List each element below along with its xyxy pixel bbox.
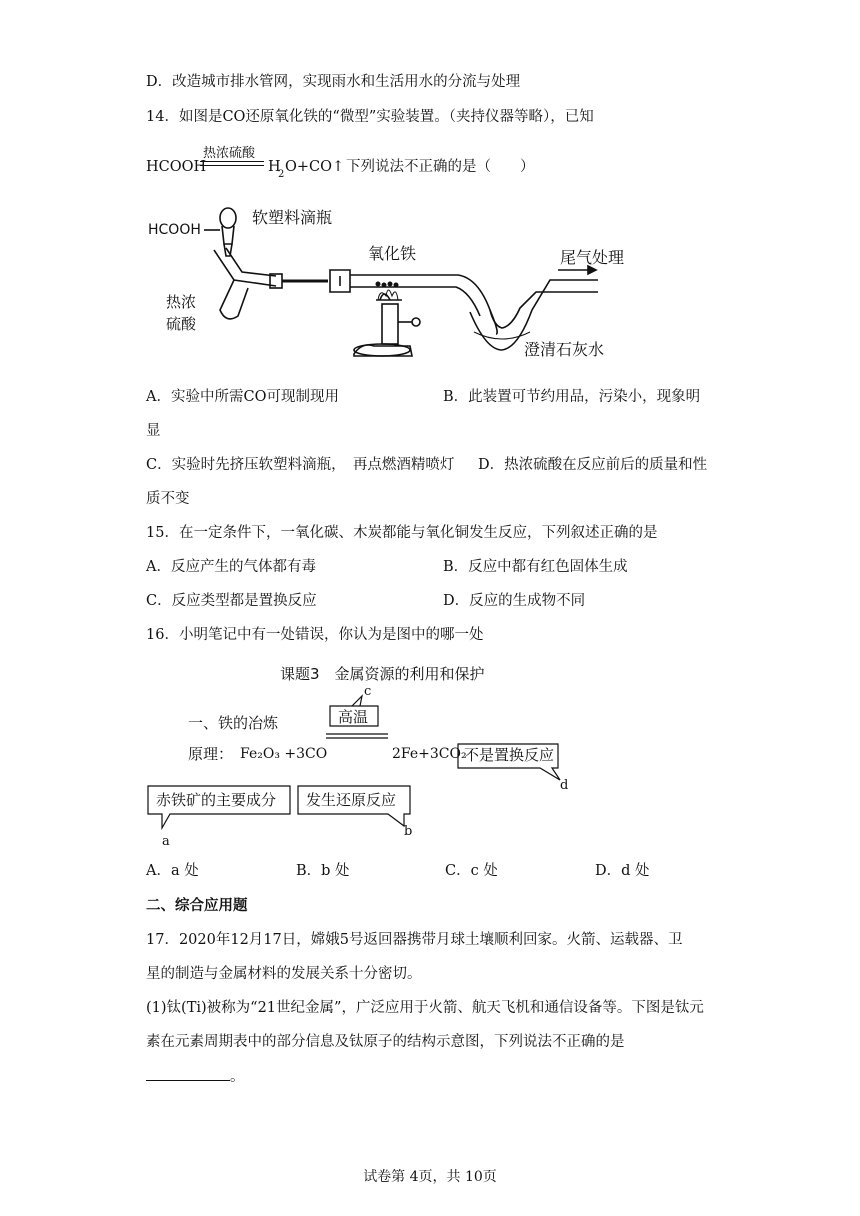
- mark-c: c: [364, 684, 372, 699]
- label-limewater: 澄清石灰水: [524, 340, 605, 359]
- eq-condition: 热浓硫酸: [203, 146, 256, 161]
- label-ferric-oxide: 氧化铁: [368, 244, 417, 263]
- q15-stem: 15．在一定条件下，一氧化碳、木炭都能与氧化铜发生反应，下列叙述正确的是: [146, 525, 658, 541]
- label-hot-acid-1: 热浓: [166, 293, 197, 311]
- q14-option-b: B．此装置可节约用品，污染小，现象明: [443, 389, 701, 405]
- q15-option-d: D．反应的生成物不同: [443, 593, 586, 609]
- notes-products: 2Fe+3CO₂: [392, 746, 467, 762]
- q16-stem: 16．小明笔记中有一处错误，你认为是图中的哪一处: [146, 627, 484, 643]
- q17-line-4: 素在元素周期表中的部分信息及钛原子的结构示意图，下列说法不正确的是: [146, 1034, 625, 1050]
- q17-line-3: (1)钛(Ti)被称为“21世纪金属”，广泛应用于火箭、航天飞机和通信设备等。下图是钛元: [146, 1000, 704, 1016]
- mark-d: d: [560, 778, 569, 793]
- q13-option-d: D．改造城市排水管网，实现雨水和生活用水的分流与处理: [146, 74, 521, 90]
- eq-line-2: [200, 165, 264, 166]
- q17-line-2: 星的制造与金属材料的发展关系十分密切。: [146, 966, 422, 982]
- mark-b: b: [404, 824, 413, 839]
- q16-notes-figure: [140, 656, 580, 856]
- box-a-text: 赤铁矿的主要成分: [156, 791, 277, 809]
- label-tail-gas: 尾气处理: [560, 248, 625, 267]
- notes-principle: 原理：: [188, 745, 234, 763]
- q14-option-a: A．实验中所需CO可现制现用: [146, 389, 339, 405]
- box-b-text: 发生还原反应: [306, 791, 397, 809]
- answer-blank[interactable]: [146, 1066, 230, 1081]
- q16-option-b: B．b 处: [296, 863, 350, 879]
- q17-answer-line: [146, 1066, 245, 1087]
- q14-option-d-cont: 质不变: [146, 491, 190, 507]
- label-hot-acid-2: 硫酸: [166, 315, 197, 333]
- q16-option-a: A．a 处: [146, 863, 199, 879]
- q15-option-b: B．反应中都有红色固体生成: [443, 559, 628, 575]
- label-dropper-bottle: 软塑料滴瓶: [252, 208, 333, 227]
- page-footer: 试卷第 4页，共 10页: [363, 1169, 497, 1185]
- eq-h: H: [268, 159, 281, 175]
- eq-reactant: HCOOH: [146, 159, 207, 175]
- q14-option-b-cont: 显: [146, 423, 161, 439]
- section-heading: 二、综合应用题: [146, 897, 248, 914]
- notes-condition: 高温: [338, 708, 369, 726]
- notes-section: 一、铁的冶炼: [188, 714, 279, 732]
- q15-option-a: A．反应产生的气体都有毒: [146, 559, 316, 575]
- q14-stem: 14．如图是CO还原氧化铁的“微型”实验装置。（夹持仪器等略），已知: [146, 109, 594, 125]
- box-d-text: 不是置换反应: [464, 746, 555, 764]
- dropper-bulb: [220, 208, 236, 228]
- q14-apparatus-figure: [140, 200, 625, 370]
- eq-subscript: 2: [278, 169, 285, 180]
- notes-reactants: Fe₂O₃ +3CO: [240, 746, 328, 762]
- q14-option-c: C．实验时先挤压软塑料滴瓶， 再点燃酒精喷灯: [146, 457, 455, 473]
- q15-option-c: C．反应类型都是置换反应: [146, 593, 317, 609]
- q16-option-c: C．c 处: [445, 863, 498, 879]
- eq-question: 下列说法不正确的是（ ）: [346, 159, 535, 175]
- q16-option-d: D．d 处: [595, 863, 650, 879]
- eq-products: O+CO↑: [285, 159, 345, 175]
- eq-line-1: [200, 161, 264, 162]
- q14-option-d: D．热浓硫酸在反应前后的质量和性: [478, 457, 708, 473]
- mark-a: a: [162, 834, 170, 849]
- q17-line-1: 17．2020年12月17日，嫦娥5号返回器携带月球土壤顺利回家。火箭、运载器、卫: [146, 932, 683, 948]
- answer-period: 。: [230, 1069, 245, 1085]
- label-hcooh: HCOOH: [148, 222, 201, 238]
- notes-title: 课题3 金属资源的利用和保护: [280, 665, 485, 683]
